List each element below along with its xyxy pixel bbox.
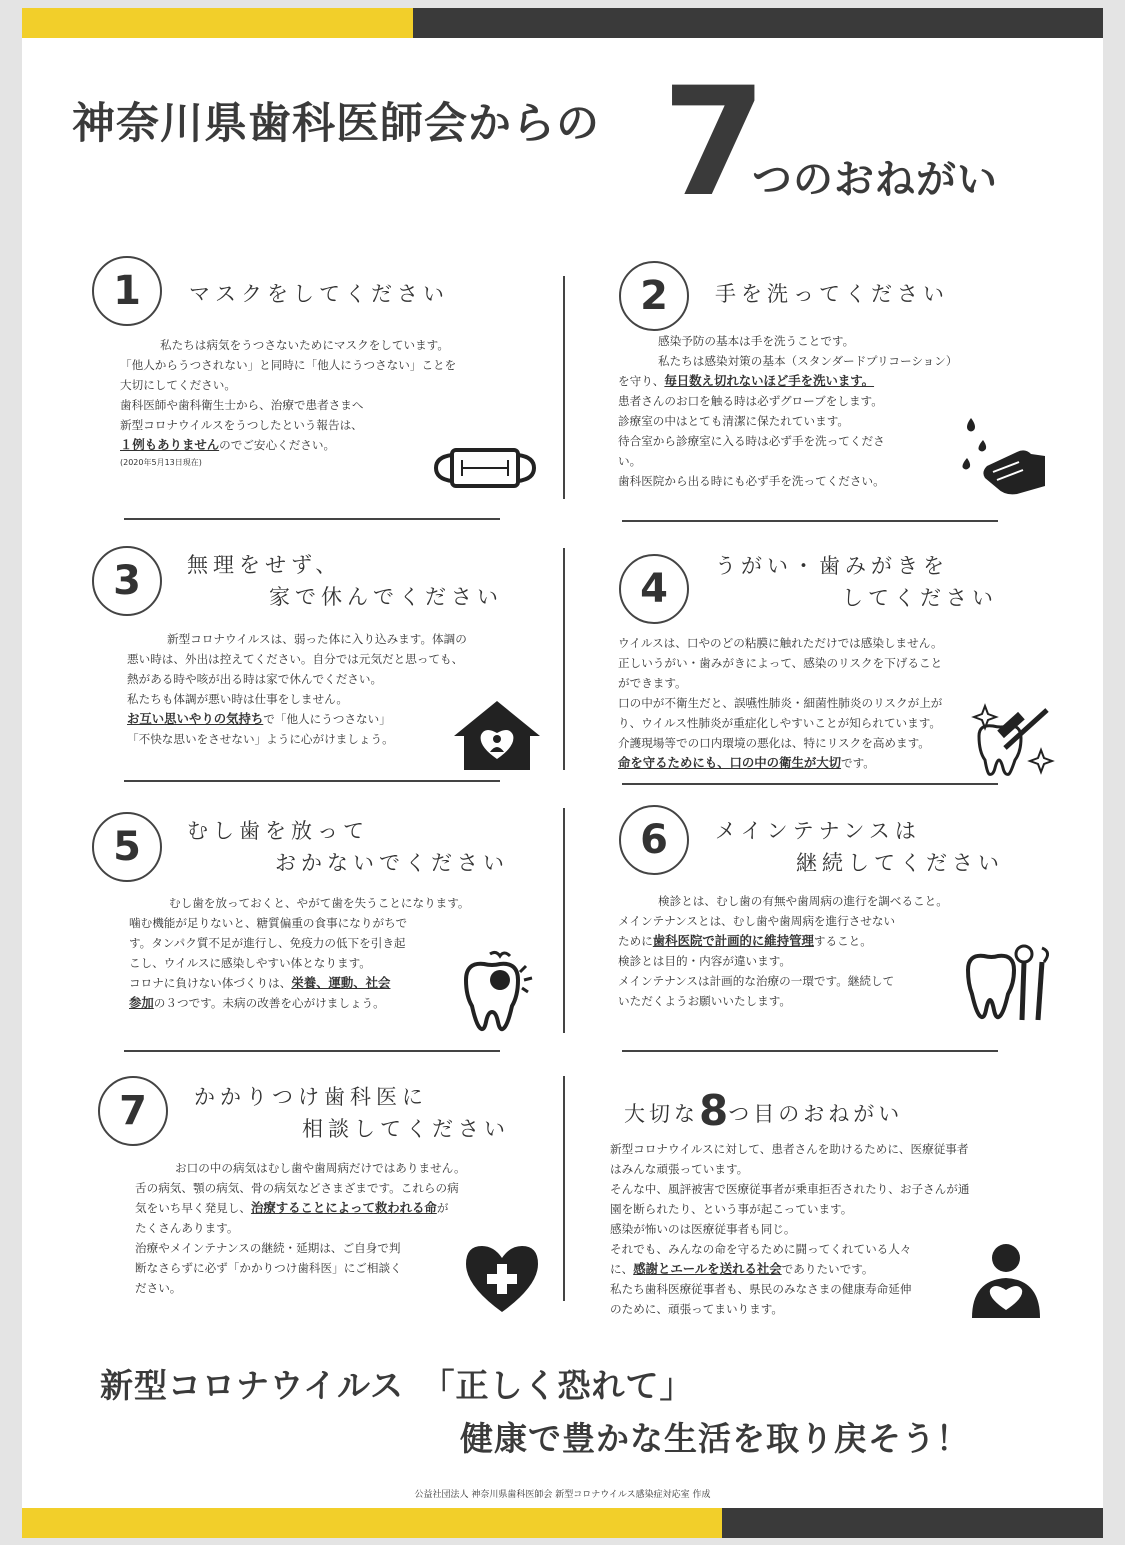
poster-title-suffix: つのおねがい — [752, 157, 998, 203]
item-7-body — [135, 1158, 466, 1298]
stay-home-icon — [452, 698, 542, 773]
body-line: 歯科医師や歯科衛生士から、治療で患者さまへ — [120, 398, 364, 412]
body-line: ウイルスは、口やのどの粘膜に触れただけでは感染しません。 — [618, 636, 943, 650]
body-line: たくさんあります。 — [135, 1221, 239, 1235]
body-line: 「他人からうつされない」と同時に「他人にうつさない」ことを — [120, 358, 457, 372]
body-line: 新型コロナウイルスに対して、患者さんを助けるために、医療従事者 — [610, 1142, 969, 1156]
emphasis-text: 命を守るためにも、口の中の衛生が大切 — [618, 755, 842, 770]
body-text: が — [436, 1201, 449, 1215]
toothbrush-icon — [967, 698, 1057, 783]
eighth-number: 8 — [699, 1086, 729, 1135]
slogan-line2: 健康で豊かな生活を取り戻そう！ — [460, 1419, 970, 1458]
item-4-heading-line1: うがい・歯みがきを — [715, 554, 949, 578]
item-3-number: 3 — [92, 546, 162, 616]
poster — [22, 8, 1103, 1538]
emphasis-text: 参加 — [129, 995, 154, 1010]
body-line: 検診とは目的・内容が違います。 — [618, 954, 791, 968]
body-line: 私たちも体調が悪い時は仕事をしません。 — [127, 692, 348, 706]
row-divider — [124, 1050, 500, 1052]
body-text: すること。 — [813, 934, 872, 948]
hand-washing-icon — [957, 416, 1052, 501]
emphasis-text: １例もありません — [120, 437, 220, 452]
body-line: 私たちは病気をうつさないためにマスクをしています。 — [160, 338, 449, 352]
bottom-yellow-bar — [22, 1508, 722, 1538]
item-1-body — [120, 335, 456, 471]
item-7-heading-line1: かかりつけ歯科医に — [194, 1085, 428, 1109]
body-line — [135, 1198, 466, 1218]
body-line: 新型コロナウイルスは、弱った体に入り込みます。体調の — [167, 632, 467, 646]
body-text: の３つです。未病の改善を心がけましょう。 — [153, 996, 385, 1010]
item-2-heading: 手を洗ってください — [715, 282, 949, 306]
item-6-body — [618, 891, 948, 1011]
heart-plus-icon — [462, 1240, 542, 1315]
body-line: 介護現場等での口内環境の悪化は、特にリスクを高めます。 — [618, 736, 930, 750]
item-6-heading-line1: メインテナンスは — [715, 819, 921, 843]
row-divider — [124, 518, 500, 520]
body-line: 感染が怖いのは医療従事者も同じ。 — [610, 1222, 796, 1236]
body-line: いただくようお願いいたします。 — [618, 994, 791, 1008]
body-line — [610, 1259, 969, 1279]
column-divider — [563, 276, 565, 499]
item-2-number: 2 — [619, 261, 689, 331]
eighth-heading-prefix: 大切な — [624, 1102, 699, 1126]
body-line: 悪い時は、外出は控えてください。自分では元気だと思っても、 — [127, 652, 464, 666]
body-line — [129, 993, 470, 1013]
poster-title: 神奈川県歯科医師会からの — [72, 99, 600, 149]
body-line: 私たち歯科医療従事者も、県民のみなさまの健康寿命延伸 — [610, 1282, 912, 1296]
row-divider — [622, 783, 998, 785]
body-line — [127, 709, 467, 729]
body-line: はみんな頑張っています。 — [610, 1162, 749, 1176]
body-line: 感染予防の基本は手を洗うことです。 — [658, 334, 855, 348]
title-big-number: 7 — [662, 56, 767, 230]
body-line: むし歯を放っておくと、やがて歯を失うことになります。 — [169, 896, 470, 910]
row-divider — [124, 780, 500, 782]
emphasis-text: お互い思いやりの気持ち — [127, 711, 264, 726]
emphasis-text: 毎日数え切れないほど手を洗います。 — [664, 373, 875, 388]
body-line: こし、ウイルスに感染しやすい体となります。 — [129, 956, 371, 970]
row-divider — [622, 1050, 998, 1052]
body-line: ださい。 — [135, 1281, 182, 1295]
footer-credit: 公益社団法人 神奈川県歯科医師会 新型コロナウイルス感染症対応室 作成 — [414, 1490, 711, 1500]
body-line: す。タンパク質不足が進行し、免疫力の低下を引き起 — [129, 936, 406, 950]
body-text: で「他人にうつさない」 — [263, 712, 391, 726]
body-line: 治療やメインテナンスの継続・延期は、ご自身で判 — [135, 1241, 401, 1255]
eighth-heading-suffix: つ目のおねがい — [728, 1102, 904, 1126]
emphasis-text: 歯科医院で計画的に維持管理 — [652, 933, 814, 948]
item-4-heading-line2: してください — [842, 586, 998, 610]
body-line: 診療室の中はとても清潔に保たれています。 — [618, 414, 849, 428]
item-3-heading-line2: 家で休んでください — [269, 585, 503, 609]
body-line — [120, 435, 456, 455]
item-5-number: 5 — [92, 812, 162, 882]
person-heart-icon — [966, 1240, 1046, 1320]
mask-icon — [430, 443, 540, 493]
column-divider — [563, 548, 565, 770]
body-line: り、ウイルス性肺炎が重症化しやすいことが知られています。 — [618, 716, 942, 730]
body-text: コロナに負けない体づくりは、 — [129, 976, 292, 990]
column-divider — [563, 1076, 565, 1301]
dental-tools-icon — [962, 942, 1057, 1027]
body-line: 園を断られたり、という事が起こっています。 — [610, 1202, 853, 1216]
body-line — [618, 753, 943, 773]
body-line: 熱がある時や咳が出る時は家で休んでください。 — [127, 672, 383, 686]
emphasis-text: 治療することによって救われる命 — [250, 1200, 437, 1215]
body-line: のために、頑張ってまいります。 — [610, 1302, 783, 1316]
body-line: 歯科医院から出る時にも必ず手を洗ってください。 — [618, 474, 885, 488]
body-text: ために — [618, 934, 653, 948]
item-5-heading-line1: むし歯を放って — [187, 819, 369, 843]
body-line: 大切にしてください。 — [120, 378, 236, 392]
slogan-line1: 新型コロナウイルス 「正しく恐れて」 — [100, 1366, 694, 1405]
body-line: 待合室から診療室に入る時は必ず手を洗ってくださ — [618, 434, 885, 448]
item-4-number: 4 — [619, 554, 689, 624]
body-line: それでも、みんなの命を守るために闘ってくれている人々 — [610, 1242, 912, 1256]
item-1-number: 1 — [92, 256, 162, 326]
item-2-body — [618, 331, 957, 491]
body-line: 私たちは感染対策の基本（スタンダードプリコーション） — [658, 354, 958, 368]
item-6-heading-line2: 継続してください — [796, 851, 1004, 875]
eighth-body — [610, 1139, 969, 1319]
emphasis-text: 栄養、運動、社会 — [291, 975, 391, 990]
body-line: ができます。 — [618, 676, 687, 690]
item-5-body — [129, 893, 470, 1013]
body-line: メインテナンスとは、むし歯や歯周病を進行させない — [618, 914, 896, 928]
column-divider — [563, 808, 565, 1033]
top-yellow-bar — [22, 8, 413, 38]
body-line: メインテナンスは計画的な治療の一環です。継続して — [618, 974, 895, 988]
body-line: い。 — [618, 454, 642, 468]
body-text: でありたいです。 — [781, 1262, 874, 1276]
body-line: 検診とは、むし歯の有無や歯周病の進行を調べること。 — [658, 894, 948, 908]
body-text: 気をいち早く発見し、 — [135, 1201, 251, 1215]
eighth-heading — [624, 1086, 903, 1135]
body-text: に、 — [610, 1262, 634, 1276]
item-4-body — [618, 633, 943, 773]
body-line — [129, 973, 470, 993]
bottom-dark-bar — [722, 1508, 1103, 1538]
body-line — [618, 371, 957, 391]
body-text: です。 — [841, 756, 875, 770]
emphasis-text: 感謝とエールを送れる社会 — [633, 1261, 782, 1276]
body-line — [618, 931, 948, 951]
footnote: (2020年5月13日現在) — [120, 458, 202, 467]
item-3-heading-line1: 無理をせず、 — [187, 553, 342, 577]
body-text: を守り、 — [618, 374, 665, 388]
body-line: 患者さんのお口を触る時は必ずグローブをします。 — [618, 394, 883, 408]
item-5-heading-line2: おかないでください — [275, 851, 509, 875]
body-line: そんな中、風評被害で医療従事者が乗車拒否されたり、お子さんが通 — [610, 1182, 970, 1196]
body-line: 口の中が不衛生だと、誤嚥性肺炎・細菌性肺炎のリスクが上が — [618, 696, 943, 710]
body-text: のでご安心ください。 — [219, 438, 336, 452]
body-line: 噛む機能が足りないと、糖質偏重の食事になりがちで — [129, 916, 408, 930]
row-divider — [622, 520, 998, 522]
body-line: 断なさらずに必ず「かかりつけ歯科医」にご相談く — [135, 1261, 402, 1275]
item-3-body — [127, 629, 467, 749]
body-line: 正しいうがい・歯みがきによって、感染のリスクを下げること — [618, 656, 943, 670]
top-dark-bar — [413, 8, 1103, 38]
body-line: お口の中の病気はむし歯や歯周病だけではありません。 — [175, 1161, 466, 1175]
item-7-heading-line2: 相談してください — [302, 1117, 510, 1141]
body-line: 新型コロナウイルスをうつしたという報告は、 — [120, 418, 363, 432]
body-line: 「不快な思いをさせない」ように心がけましょう。 — [127, 732, 394, 746]
item-1-heading: マスクをしてください — [189, 282, 449, 306]
item-6-number: 6 — [619, 805, 689, 875]
body-line: 舌の病気、顎の病気、骨の病気などさまざまです。これらの病 — [135, 1181, 459, 1195]
item-7-number: 7 — [98, 1076, 168, 1146]
decayed-tooth-icon — [460, 950, 540, 1035]
